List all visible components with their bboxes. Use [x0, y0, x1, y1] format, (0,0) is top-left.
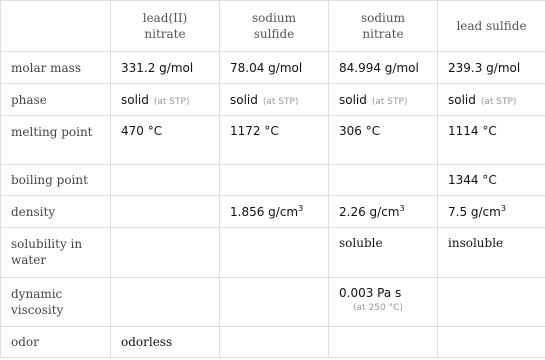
table-row — [1, 196, 545, 228]
cell-value: solid — [339, 92, 367, 107]
row-label: boiling point — [1, 165, 111, 196]
cell-value: solid — [230, 92, 258, 107]
table-cell — [329, 278, 438, 327]
cell-value: 7.5 g/cm — [448, 205, 501, 219]
table-cell: 239.3 g/mol — [438, 52, 545, 84]
table-cell: 306 °C — [329, 116, 438, 165]
table-cell — [329, 196, 438, 228]
table-row — [1, 84, 545, 116]
table-cell — [220, 327, 329, 358]
cell-note: (at 250 °C) — [353, 303, 403, 313]
table-cell — [438, 327, 545, 358]
table-row — [1, 228, 545, 278]
table-cell: 78.04 g/mol — [220, 52, 329, 84]
column-header: sodium sulfide — [220, 1, 329, 52]
unit-exponent: 3 — [399, 204, 405, 213]
table-cell — [220, 165, 329, 196]
table-row — [1, 278, 545, 327]
table-cell — [438, 196, 545, 228]
row-label: density — [1, 196, 111, 228]
table-cell: 1172 °C — [220, 116, 329, 165]
cell-note: (at STP) — [480, 96, 517, 107]
table-row — [1, 116, 545, 165]
table-row — [1, 165, 545, 196]
cell-value: solid — [121, 92, 149, 107]
cell-value: 2.26 g/cm — [339, 205, 400, 219]
table-cell — [329, 165, 438, 196]
table-row — [1, 52, 545, 84]
table-cell: 331.2 g/mol — [111, 52, 220, 84]
cell-value: 1.856 g/cm — [230, 205, 299, 219]
table-cell: soluble — [329, 228, 438, 278]
cell-value: solid — [448, 92, 476, 107]
row-label: phase — [1, 84, 111, 116]
cell-note: (at STP) — [262, 96, 299, 107]
row-label: dynamic viscosity — [1, 278, 111, 327]
cell-note: (at STP) — [153, 96, 190, 107]
corner-cell — [1, 1, 111, 52]
table-row — [1, 327, 545, 358]
table-cell — [111, 84, 220, 116]
header-row — [1, 1, 545, 52]
table-cell: 1344 °C — [438, 165, 545, 196]
table-cell — [111, 196, 220, 228]
table-cell — [329, 84, 438, 116]
table-cell — [111, 165, 220, 196]
row-label: molar mass — [1, 52, 111, 84]
column-header: lead sulfide — [438, 1, 545, 52]
unit-exponent: 3 — [500, 204, 506, 213]
table-cell — [111, 278, 220, 327]
table-cell: 470 °C — [111, 116, 220, 165]
row-label: solubility in water — [1, 228, 111, 278]
column-header: lead(II) nitrate — [111, 1, 220, 52]
cell-value: 0.003 Pa s — [339, 286, 402, 300]
table-cell — [329, 327, 438, 358]
table-cell — [220, 196, 329, 228]
table-cell: insoluble — [438, 228, 545, 278]
table-cell: 1114 °C — [438, 116, 545, 165]
table-cell — [438, 278, 545, 327]
table-cell: odorless — [111, 327, 220, 358]
unit-exponent: 3 — [298, 204, 304, 213]
table-cell — [111, 228, 220, 278]
cell-note: (at STP) — [371, 96, 408, 107]
table-cell — [438, 84, 545, 116]
row-label: melting point — [1, 116, 111, 165]
column-header: sodium nitrate — [329, 1, 438, 52]
row-label: odor — [1, 327, 111, 358]
table-cell — [220, 84, 329, 116]
table-cell — [220, 228, 329, 278]
table-cell — [220, 278, 329, 327]
table-cell: 84.994 g/mol — [329, 52, 438, 84]
